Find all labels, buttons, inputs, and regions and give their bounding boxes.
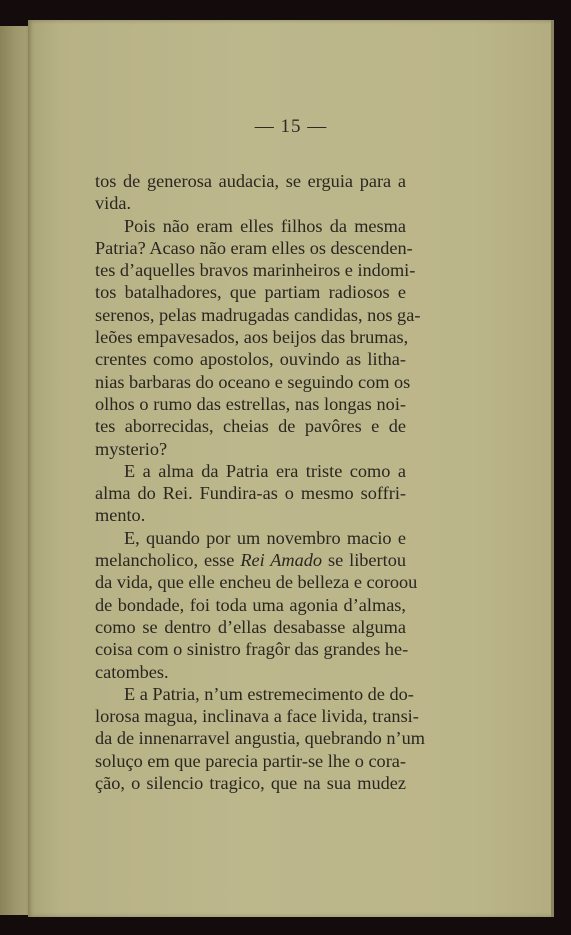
text-line: mysterio? bbox=[95, 438, 168, 459]
text-line: soluço em que parecia partir-se lhe o cora- bbox=[95, 750, 406, 771]
text-line: E a Patria, n’um estremecimento de do- bbox=[124, 683, 414, 704]
page-number: — 15 — bbox=[254, 116, 328, 137]
text-line: tos de generosa audacia, se erguia para a bbox=[95, 171, 406, 191]
text-line: Patria? Acaso não eram elles os descenden- bbox=[95, 237, 413, 258]
text-line: da de innenarravel angustia, quebrando n’um bbox=[95, 728, 425, 749]
text-line: mento. bbox=[95, 505, 146, 526]
text-line-with-italic bbox=[95, 549, 406, 571]
text-line: nias barbaras do oceano e seguindo com os bbox=[95, 371, 411, 392]
page-edge bbox=[551, 20, 554, 917]
text-line: ção, o silencio tragico, que na sua mudez bbox=[95, 773, 406, 794]
text-line: olhos o rumo das estrellas, nas longas noi- bbox=[95, 393, 406, 414]
text-line: tos batalhadores, que partiam radiosos e bbox=[95, 282, 406, 303]
text-fragment: melancholico, esse bbox=[95, 550, 241, 571]
text-line: como se dentro d’ellas desabasse alguma bbox=[95, 616, 406, 637]
text-line: lorosa magua, inclinava a face livida, transi- bbox=[95, 706, 419, 727]
book-page bbox=[28, 20, 554, 917]
italic-title: Rei Amado bbox=[240, 550, 323, 571]
text-line: catombes. bbox=[95, 661, 169, 682]
text-line: tes aborrecidas, cheias de pavôres e de bbox=[95, 416, 406, 437]
text-line: alma do Rei. Fundira-as o mesmo soffri- bbox=[95, 483, 406, 504]
text-line: tes d’aquelles bravos marinheiros e indomi- bbox=[95, 260, 416, 281]
text-line: E a alma da Patria era triste como a bbox=[124, 460, 406, 481]
text-line: serenos, pelas madrugadas candidas, nos ga- bbox=[95, 304, 421, 325]
text-line: vida. bbox=[95, 193, 132, 214]
text-line: coisa com o sinistro fragôr das grandes he- bbox=[95, 639, 409, 660]
text-line: E, quando por um novembro macio e bbox=[124, 527, 406, 548]
text-line: da vida, que elle encheu de belleza e coroou bbox=[95, 572, 418, 593]
text-line: crentes como apostolos, ouvindo as litha- bbox=[95, 349, 406, 370]
text-fragment: se libertou bbox=[322, 550, 406, 571]
text-line: de bondade, foi toda uma agonia d’almas, bbox=[95, 594, 406, 615]
text-line: leões empavesados, aos beijos das brumas, bbox=[95, 327, 409, 348]
body-text bbox=[95, 170, 425, 794]
text-line: Pois não eram elles filhos da mesma bbox=[124, 215, 406, 236]
